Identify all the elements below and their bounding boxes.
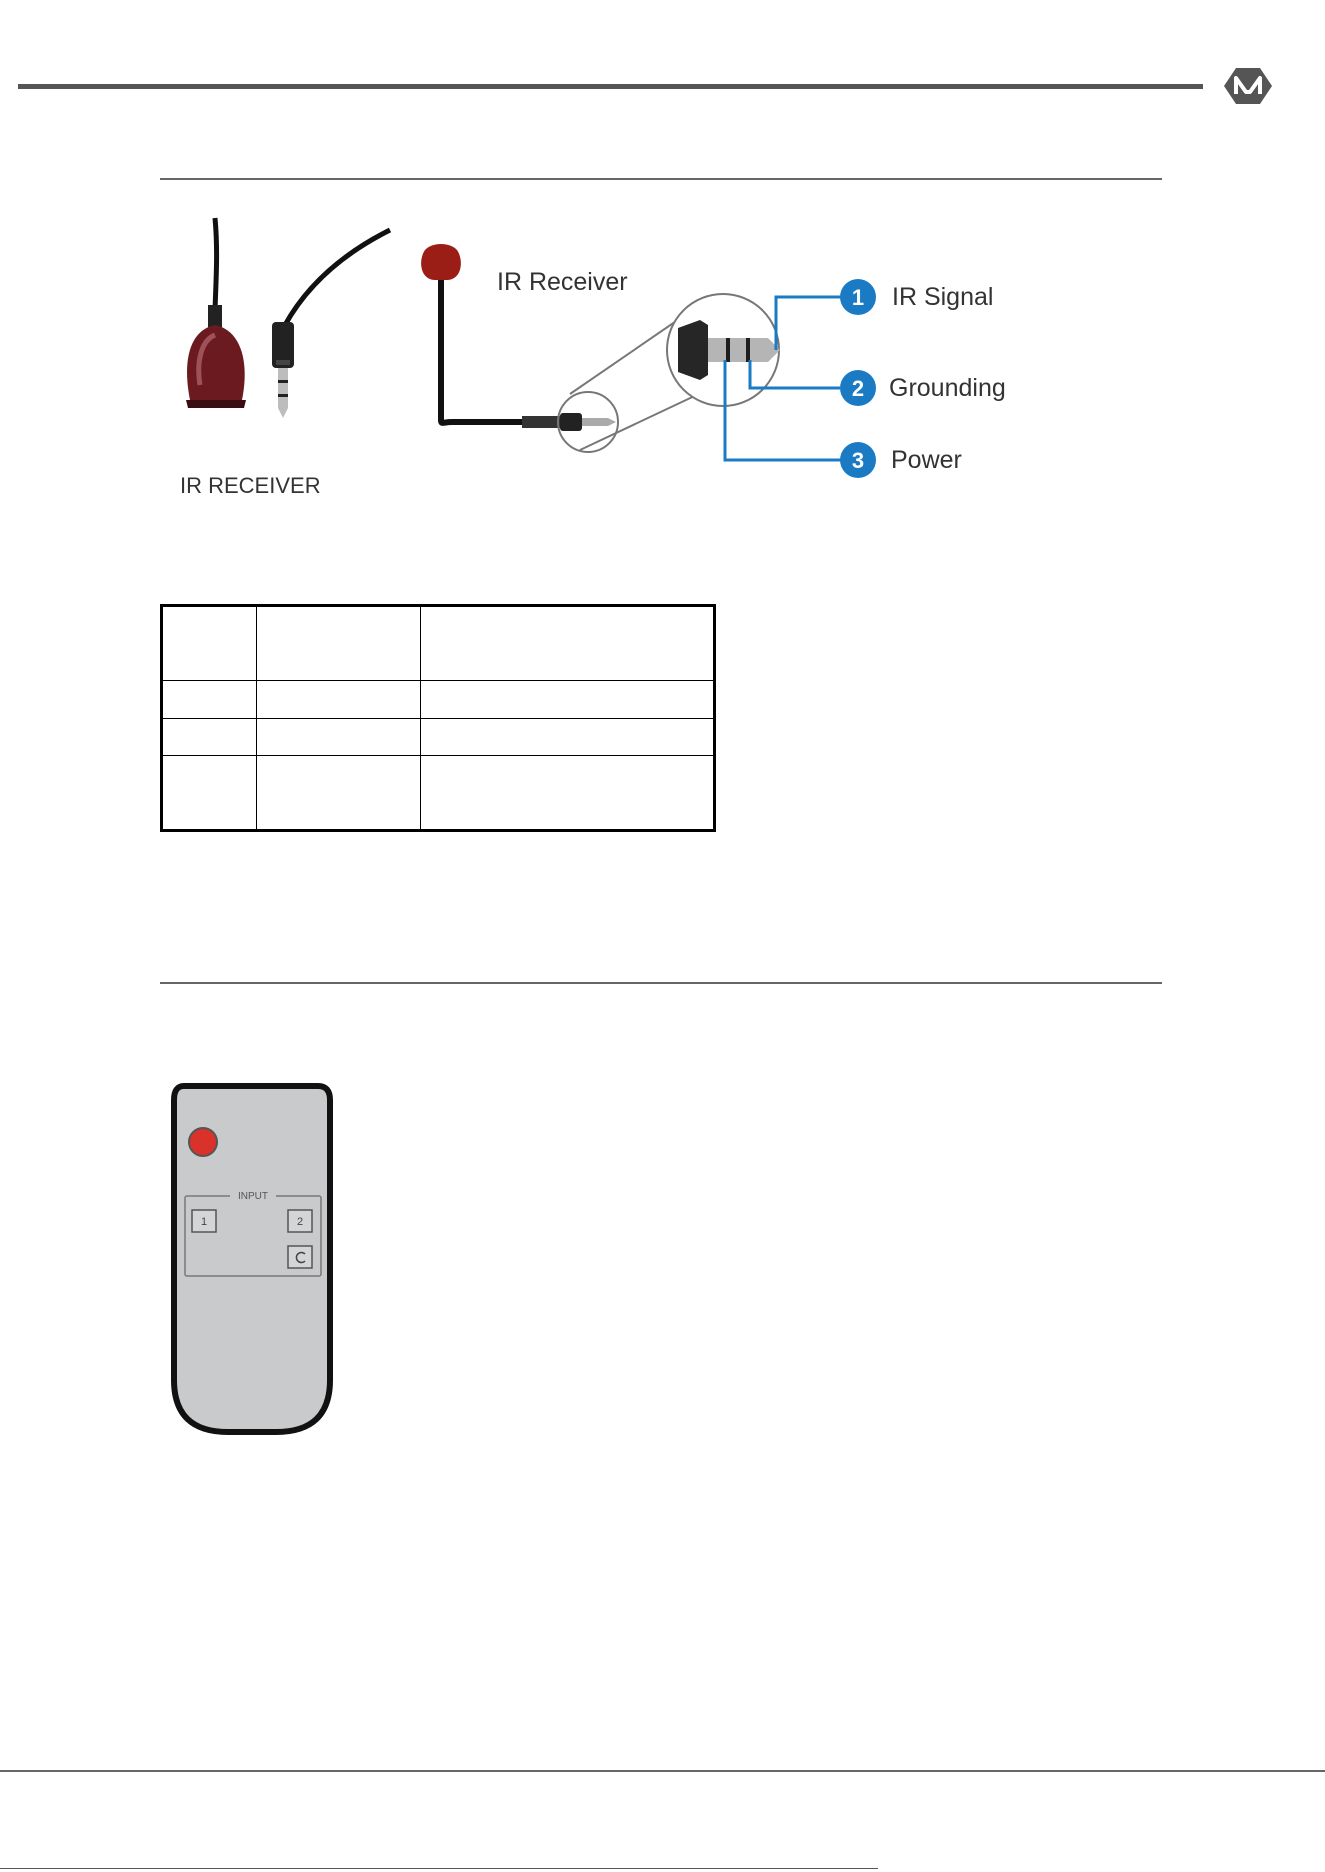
- table-cell: [162, 606, 257, 681]
- section-rule-ir-receiver: [160, 178, 1162, 180]
- footer-rule: [0, 1770, 1325, 1772]
- ir-receiver-photo: [186, 218, 390, 418]
- pin-1-label: IR Signal: [892, 283, 994, 311]
- footer-line: [0, 1868, 878, 1869]
- table-row: [162, 681, 715, 719]
- pin-assignment-table: [160, 604, 716, 832]
- table-row: [162, 718, 715, 756]
- header-rule: [18, 84, 1203, 89]
- cycle-button[interactable]: [288, 1246, 312, 1268]
- pin-3-number: 3: [851, 448, 865, 473]
- table-cell: [257, 756, 421, 831]
- table-cell: [257, 718, 421, 756]
- table-cell: [421, 718, 715, 756]
- ir-receiver-photo-label: IR RECEIVER: [180, 473, 321, 498]
- table-cell: [257, 606, 421, 681]
- brand-logo: [1222, 66, 1274, 106]
- table-cell: [162, 681, 257, 719]
- table-cell: [162, 718, 257, 756]
- input-1-label: 1: [200, 1216, 208, 1228]
- input-group-label: INPUT: [238, 1191, 268, 1202]
- table-cell: [421, 606, 715, 681]
- remote-control: [168, 1080, 348, 1440]
- ir-receiver-diagram: [160, 210, 1040, 510]
- pin-3-label: Power: [891, 446, 962, 474]
- pin-1-number: 1: [851, 285, 865, 310]
- power-button[interactable]: [189, 1128, 217, 1156]
- table-cell: [421, 756, 715, 831]
- table-row: [162, 756, 715, 831]
- input-2-label: 2: [296, 1216, 304, 1228]
- table-cell: [162, 756, 257, 831]
- pin-2-number: 2: [851, 376, 865, 401]
- table-row: [162, 606, 715, 681]
- section-rule-remote: [160, 982, 1162, 984]
- table-cell: [257, 681, 421, 719]
- ir-receiver-schematic-label: IR Receiver: [497, 268, 628, 296]
- pin-2-label: Grounding: [889, 374, 1006, 402]
- table-cell: [421, 681, 715, 719]
